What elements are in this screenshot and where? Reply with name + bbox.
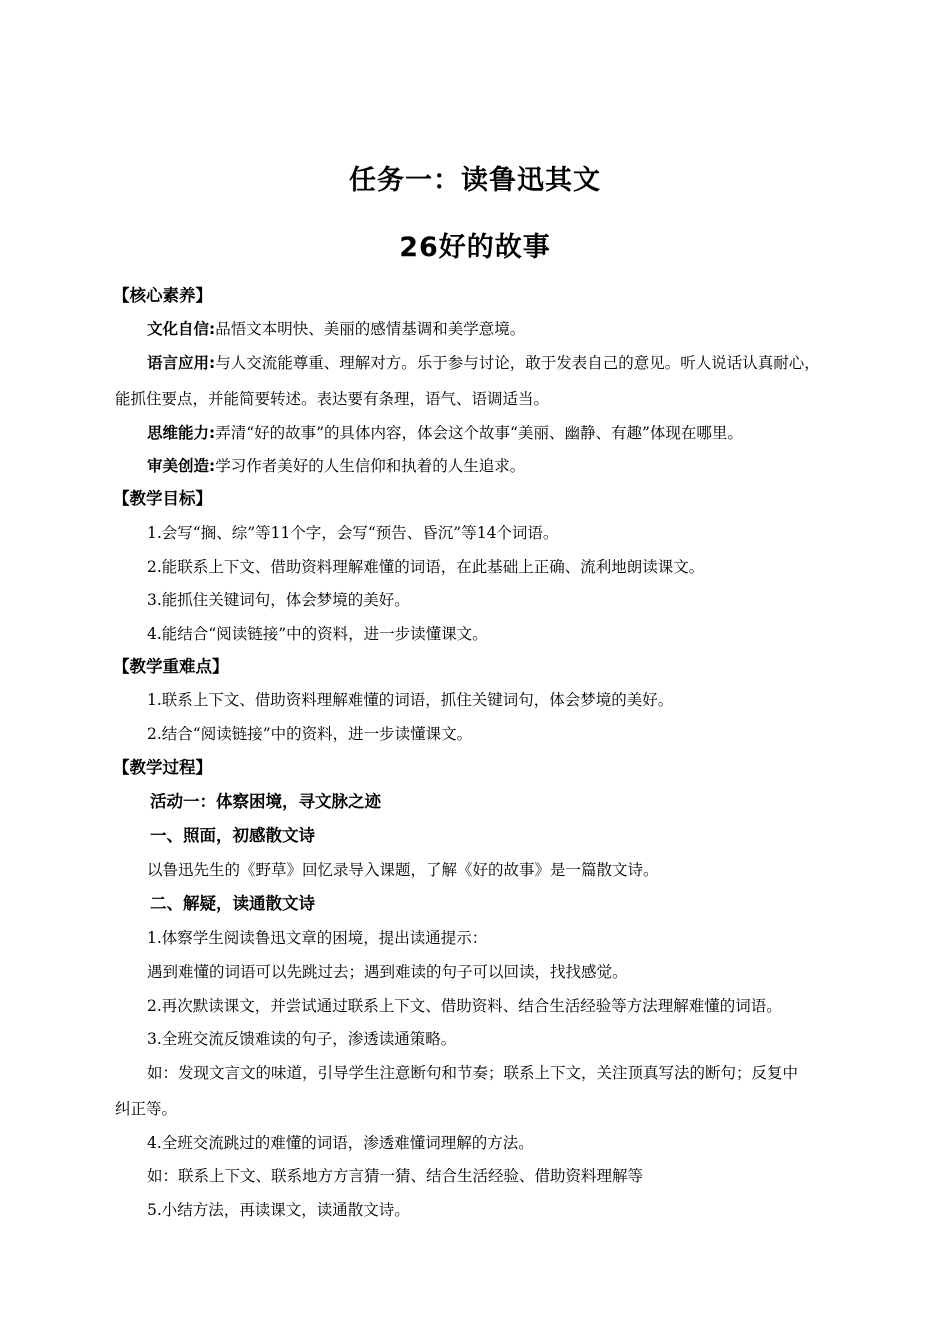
process-step-note: 如：发现文言文的味道，引导学生注意断句和节奏；联系上下文，关注顶真写法的断句；反复中 xyxy=(147,1064,799,1082)
difficulty-item: 1.联系上下文、借助资料理解难懂的词语，抓住关键词句，体会梦境的美好。 xyxy=(147,691,674,709)
section-heading-difficulties: 【教学重难点】 xyxy=(113,657,229,676)
process-step-note-cont: 纠正等。 xyxy=(115,1100,178,1118)
core-culture-line xyxy=(147,319,525,339)
process-step: 5.小结方法，再读课文，读通散文诗。 xyxy=(147,1201,410,1219)
core-thinking-line xyxy=(147,423,743,443)
core-culture-text: 品悟文本明快、美丽的感情基调和美学意境。 xyxy=(215,320,526,338)
lesson-title: 26好的故事 xyxy=(399,232,551,263)
difficulty-item: 2.结合“阅读链接”中的资料，进一步读懂课文。 xyxy=(147,725,473,743)
process-step-note: 如：联系上下文、联系地方方言猜一猜、结合生活经验、借助资料理解等 xyxy=(147,1167,644,1185)
process-step: 4.全班交流跳过的难懂的词语，渗透难懂词理解的方法。 xyxy=(147,1134,534,1152)
process-step-note: 遇到难懂的词语可以先跳过去；遇到难读的句子可以回读，找找感觉。 xyxy=(147,963,628,981)
core-language-label: 语言应用: xyxy=(147,354,216,372)
goal-item: 2.能联系上下文、借助资料理解难懂的词语，在此基础上正确、流利地朗读课文。 xyxy=(147,558,705,576)
core-aesthetic-line xyxy=(147,456,525,476)
core-aesthetic-label: 审美创造: xyxy=(147,457,216,475)
subsection-title-2: 二、解疑，读通散文诗 xyxy=(150,894,315,913)
subsection-title-1: 一、照面，初感散文诗 xyxy=(150,826,315,845)
goal-item: 1.会写“搁、综”等11个字，会写“预告、昏沉”等14个词语。 xyxy=(147,524,559,542)
process-step: 3.全班交流反馈难读的句子，渗透读通策略。 xyxy=(147,1030,457,1048)
page-title: 任务一：读鲁迅其文 xyxy=(349,165,601,196)
core-language-line xyxy=(147,353,820,373)
core-language-text-1: 与人交流能尊重、理解对方。乐于参与讨论，敢于发表自己的意见。听人说话认真耐心， xyxy=(215,354,820,372)
section-heading-process: 【教学过程】 xyxy=(113,758,212,777)
goal-item: 4.能结合“阅读链接”中的资料，进一步读懂课文。 xyxy=(147,625,488,643)
core-culture-label: 文化自信: xyxy=(147,320,216,338)
core-language-text-2: 能抓住要点，并能简要转述。表达要有条理，语气、语调适当。 xyxy=(115,390,550,408)
goal-item: 3.能抓住关键词句，体会梦境的美好。 xyxy=(147,591,410,609)
section-heading-goals: 【教学目标】 xyxy=(113,489,212,508)
core-thinking-label: 思维能力: xyxy=(147,424,216,442)
process-step: 2.再次默读课文，并尝试通过联系上下文、借助资料、结合生活经验等方法理解难懂的词语。 xyxy=(147,997,782,1015)
subsection-1-text: 以鲁迅先生的《野草》回忆录导入课题，了解《好的故事》是一篇散文诗。 xyxy=(147,861,659,879)
process-step: 1.体察学生阅读鲁迅文章的困境，提出读通提示： xyxy=(147,929,488,947)
core-aesthetic-text: 学习作者美好的人生信仰和执着的人生追求。 xyxy=(215,457,526,475)
core-thinking-text: 弄清“好的故事”的具体内容，体会这个故事“美丽、幽静、有趣”体现在哪里。 xyxy=(215,424,743,442)
section-heading-core: 【核心素养】 xyxy=(113,286,212,305)
activity-title: 活动一：体察困境，寻文脉之迹 xyxy=(150,792,381,811)
